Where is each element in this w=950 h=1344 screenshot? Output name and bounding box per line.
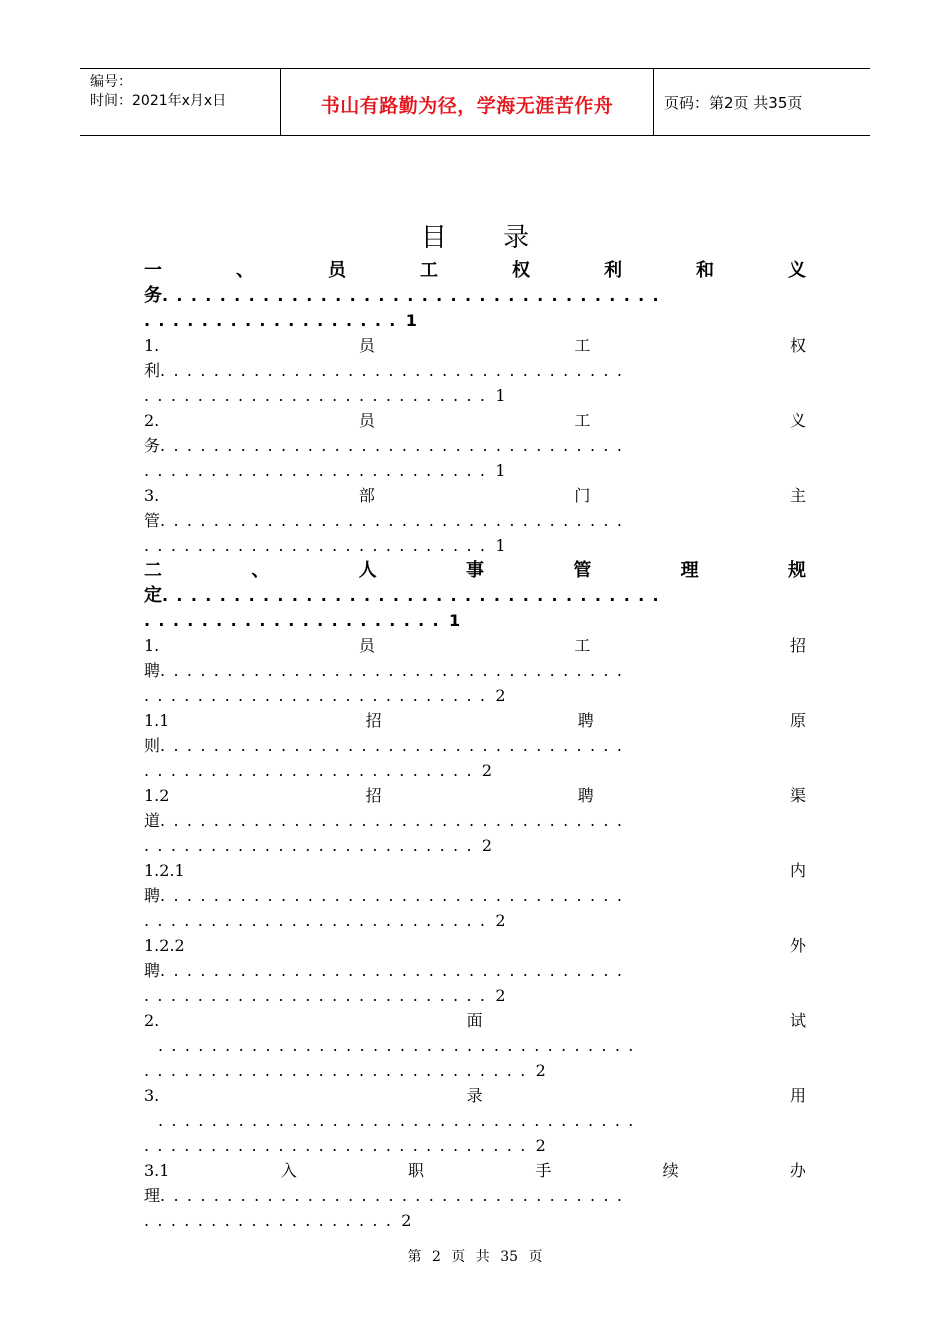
leader-dots: ................................... <box>160 511 631 530</box>
toc-entry[interactable] <box>144 258 806 333</box>
toc-entry-word: 招 <box>365 786 382 805</box>
toc-entry-title <box>144 483 806 508</box>
toc-entry[interactable] <box>144 933 806 1008</box>
toc-entry-tail: 定 <box>144 585 162 606</box>
toc-entry-page-line <box>144 533 806 558</box>
toc-entry-word: 、 <box>236 260 254 281</box>
toc-entry-page-number: 2 <box>481 761 493 780</box>
leader-dots: .......................... <box>144 986 494 1005</box>
leader-dots: ................................... <box>160 436 631 455</box>
toc-entry-tail: 务 <box>144 285 162 306</box>
leader-dots: ................... <box>144 1211 400 1230</box>
toc-entry-word: 1.2.2 <box>144 936 185 955</box>
leader-dots: .................................... <box>158 1111 642 1130</box>
toc-entry-word: 工 <box>420 260 438 281</box>
toc-entry-leader <box>144 958 806 983</box>
toc-entry-title <box>144 1158 806 1183</box>
toc-entry-leader <box>144 883 806 908</box>
toc-entry-tail: 理 <box>144 1186 161 1205</box>
toc-entry-page-line <box>144 608 806 633</box>
toc-entry-word: 2. <box>144 411 160 430</box>
leader-dots: ................................... <box>160 961 631 980</box>
toc-entry-word: 门 <box>574 486 591 505</box>
table-of-contents <box>144 258 806 1233</box>
toc-entry-tail: 利 <box>144 361 161 380</box>
toc-entry-word: 工 <box>574 411 591 430</box>
toc-entry-page-number: 2 <box>495 686 506 705</box>
leader-dots: ..................... <box>144 611 447 630</box>
toc-entry-word: 续 <box>662 1161 679 1180</box>
leader-dots: ................................... <box>160 886 631 905</box>
toc-entry-word: 员 <box>328 260 346 281</box>
toc-entry-page-line <box>144 833 806 858</box>
toc-entry-tail: 聘 <box>144 661 161 680</box>
leader-dots: ................................... <box>162 586 667 605</box>
toc-entry-tail: 道 <box>144 811 161 830</box>
toc-entry-word: 事 <box>465 560 484 581</box>
toc-entry[interactable] <box>144 1083 806 1158</box>
leader-dots: ............................. <box>144 1061 534 1080</box>
toc-entry[interactable] <box>144 783 806 858</box>
toc-entry-tail: 管 <box>144 511 161 530</box>
header-page-label: 页码：第2页 共35页 <box>664 93 803 112</box>
leader-dots: .................................... <box>158 1036 642 1055</box>
toc-entry-leader <box>144 733 806 758</box>
toc-entry-title <box>144 783 806 808</box>
toc-entry-title <box>144 858 806 883</box>
leader-dots: ................................... <box>160 811 631 830</box>
leader-dots: ................................... <box>160 661 631 680</box>
toc-entry-word: 二 <box>144 560 162 581</box>
toc-entry-word: 聘 <box>577 786 594 805</box>
toc-entry-leader <box>144 508 806 533</box>
leader-dots: .......................... <box>144 461 494 480</box>
toc-entry-page-line <box>144 908 806 933</box>
toc-entry-page-line <box>144 308 806 333</box>
toc-entry[interactable] <box>144 333 806 408</box>
toc-entry-title <box>144 1083 806 1108</box>
toc-entry-word: 招 <box>365 711 382 730</box>
toc-entry-page-line <box>144 1208 806 1233</box>
toc-entry-word: 1.2 <box>144 786 170 805</box>
page-header <box>80 68 870 136</box>
leader-dots: .......................... <box>144 536 494 555</box>
toc-entry-word: 手 <box>535 1161 552 1180</box>
toc-entry-page-line <box>144 1133 806 1158</box>
toc-entry[interactable] <box>144 1008 806 1083</box>
leader-dots: ................................... <box>162 286 667 305</box>
toc-entry-leader <box>144 808 806 833</box>
toc-entry-word: 利 <box>604 260 622 281</box>
toc-entry-word: 义 <box>789 411 806 430</box>
toc-entry-page-number: 2 <box>495 911 506 930</box>
toc-entry[interactable] <box>144 858 806 933</box>
toc-entry-page-number: 2 <box>401 1211 412 1230</box>
toc-entry-word: 义 <box>788 260 806 281</box>
toc-entry-title <box>144 408 806 433</box>
toc-entry-word: 2. <box>144 1011 160 1030</box>
toc-entry-word: 面 <box>466 1011 483 1030</box>
leader-dots: ......................... <box>144 761 480 780</box>
toc-entry[interactable] <box>144 1158 806 1233</box>
toc-entry-title <box>144 258 806 283</box>
toc-entry-word: 内 <box>789 861 806 880</box>
toc-entry-word: 人 <box>358 560 377 581</box>
leader-dots: ......................... <box>144 836 480 855</box>
toc-entry-word: 试 <box>789 1011 806 1030</box>
toc-entry-word: 工 <box>574 336 591 355</box>
toc-entry-word: 权 <box>789 336 806 355</box>
toc-entry-page-line <box>144 1058 806 1083</box>
toc-entry-word: 、 <box>251 560 270 581</box>
page-footer: 第 2 页 共 35 页 <box>407 1249 543 1265</box>
toc-entry[interactable] <box>144 483 806 558</box>
leader-dots: ................................... <box>160 736 631 755</box>
toc-entry-word: 办 <box>789 1161 806 1180</box>
toc-entry-word: 主 <box>789 486 806 505</box>
toc-entry-leader <box>144 283 806 308</box>
toc-entry-word: 用 <box>789 1086 806 1105</box>
toc-entry[interactable] <box>144 408 806 483</box>
toc-entry-word: 员 <box>358 336 375 355</box>
toc-entry-page-number: 2 <box>535 1136 546 1155</box>
toc-entry-word: 部 <box>358 486 375 505</box>
toc-entry-word: 1.1 <box>144 711 170 730</box>
toc-entry-leader <box>144 1108 806 1133</box>
toc-entry-leader <box>144 583 806 608</box>
toc-entry-word: 职 <box>408 1161 425 1180</box>
toc-entry-title <box>144 633 806 658</box>
toc-entry[interactable] <box>144 708 806 783</box>
toc-entry-word: 理 <box>680 560 699 581</box>
toc-entry-title <box>144 333 806 358</box>
toc-entry-page-number: 1 <box>495 536 506 555</box>
toc-entry-page-number: 1 <box>405 311 417 330</box>
toc-entry-word: 工 <box>574 636 591 655</box>
toc-entry-title <box>144 933 806 958</box>
toc-entry-page-number: 1 <box>495 386 506 405</box>
toc-entry-word: 3.1 <box>144 1161 170 1180</box>
toc-entry-leader <box>144 433 806 458</box>
leader-dots: ................................... <box>160 361 631 380</box>
toc-entry[interactable] <box>144 633 806 708</box>
toc-entry-tail: 务 <box>144 436 161 455</box>
toc-entry-page-line <box>144 758 806 783</box>
toc-entry-word: 规 <box>787 560 806 581</box>
toc-entry-title <box>144 1008 806 1033</box>
toc-entry[interactable] <box>144 558 806 633</box>
toc-entry-page-line <box>144 983 806 1008</box>
leader-dots: ................................... <box>160 1186 631 1205</box>
toc-entry-word: 1. <box>144 636 160 655</box>
toc-entry-leader <box>144 1183 806 1208</box>
leader-dots: .......................... <box>144 386 494 405</box>
toc-entry-word: 招 <box>789 636 806 655</box>
toc-entry-word: 1.2.1 <box>144 861 185 880</box>
toc-entry-word: 3. <box>144 486 160 505</box>
toc-entry-word: 员 <box>358 636 375 655</box>
toc-entry-word: 入 <box>280 1161 297 1180</box>
toc-entry-word: 外 <box>789 936 806 955</box>
toc-title: 目 录 <box>420 223 554 253</box>
leader-dots: .......................... <box>144 686 494 705</box>
toc-entry-word: 和 <box>696 260 714 281</box>
toc-entry-word: 3. <box>144 1086 160 1105</box>
toc-entry-leader <box>144 358 806 383</box>
toc-entry-page-number: 2 <box>495 986 506 1005</box>
toc-entry-page-number: 2 <box>535 1061 546 1080</box>
toc-entry-word: 权 <box>512 260 530 281</box>
toc-entry-word: 聘 <box>577 711 594 730</box>
toc-entry-page-number: 1 <box>449 611 461 630</box>
toc-entry-word: 管 <box>573 560 592 581</box>
toc-entry-word: 原 <box>789 711 806 730</box>
toc-entry-word: 渠 <box>789 786 806 805</box>
toc-entry-word: 一 <box>144 260 162 281</box>
toc-entry-leader <box>144 658 806 683</box>
toc-entry-page-line <box>144 383 806 408</box>
toc-entry-page-line <box>144 683 806 708</box>
toc-entry-page-number: 2 <box>481 836 493 855</box>
toc-entry-page-number: 1 <box>495 461 506 480</box>
header-meta <box>80 69 281 135</box>
leader-dots: ............................. <box>144 1136 534 1155</box>
header-motto: 书山有路勤为径，学海无涯苦作舟 <box>281 69 654 135</box>
toc-entry-tail: 则 <box>144 736 161 755</box>
toc-entry-word: 员 <box>358 411 375 430</box>
leader-dots: .......................... <box>144 911 494 930</box>
document-date-label: 时间：2021年x月x日 <box>90 93 227 109</box>
document-number-label: 编号： <box>90 74 132 90</box>
toc-entry-tail: 聘 <box>144 961 161 980</box>
toc-entry-word: 录 <box>466 1086 483 1105</box>
toc-entry-word: 1. <box>144 336 160 355</box>
toc-entry-page-line <box>144 458 806 483</box>
toc-entry-tail: 聘 <box>144 886 161 905</box>
toc-entry-leader <box>144 1033 806 1058</box>
header-page-info <box>654 69 870 135</box>
leader-dots: .................. <box>144 311 404 330</box>
toc-entry-title <box>144 558 806 583</box>
toc-entry-title <box>144 708 806 733</box>
